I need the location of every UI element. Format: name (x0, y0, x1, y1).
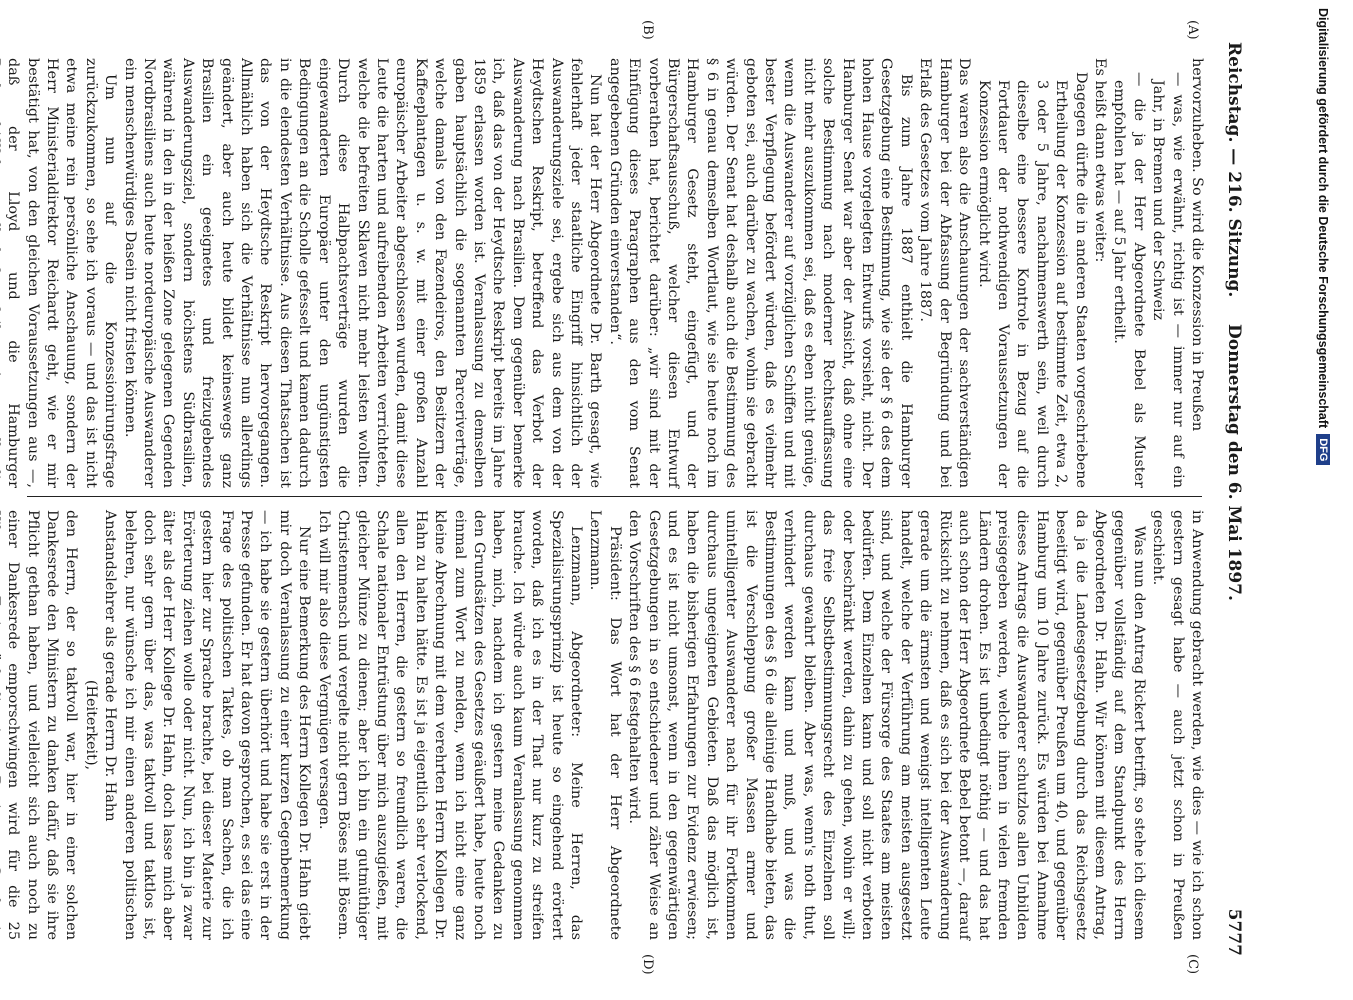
stage-direction: (Heiterkeit), (82, 679, 99, 771)
paragraph: in Anwendung gebracht werden, wie dies — wie ich schon gestern gesagt habe — auch jetzt schon in Preußen geschieht. (1150, 510, 1205, 940)
column-divider (27, 496, 1202, 497)
digitization-credit-text: Digitalisierung gefördert durch die Deutsche Forschungsgemeinschaft (1316, 8, 1330, 429)
speaker-paragraph: Präsident: Das Wort hat der Herr Abgeordnete Lenzmann. (587, 510, 623, 940)
header-title: Reichstag. — 216. Sitzung. (1224, 42, 1244, 298)
paragraph: hervorzuheben. So wird die Konzession in Preußen (1189, 58, 1205, 432)
paragraph: — die ja der Herr Abgeordnete Bebel als Muster empfohlen hat — auf 5 Jahr ertheilt. (1111, 72, 1147, 488)
page-header (1214, 24, 1250, 974)
margin-marker-b: (B) (640, 20, 655, 40)
margin-marker-d: (D) (640, 954, 655, 975)
paragraph: Was nun den Antrag Rickert betrifft, so stehe ich diesem gegenüber vollständig auf dem Standpunkt des Herrn Abgeordneten Dr. Hahn. Wir können mit diesem Antrag, da ja die Landesgesetzgebung durch das Reichsgesetz beseitigt wird, gegenüber Preußen um 40, und gegenüber Hamburg um 10 Jahre zurück. Es würden bei Annahme dieses Antrags die Auswanderer schutzlos allen Unbilden preisgegeben werden, welche ihnen in vielen fremden Ländern drohen. Es ist unbedingt nöthig — und das hat auch schon der Herr Abgeordnete Bebel betont —, darauf Rücksicht zu nehmen, daß es sich bei der Auswanderung gerade um die ärmsten und wenigst intelligenten Leute handelt, welche der Verführung am meisten ausgesetzt sind, und welche der Fürsorge des Staates am meisten bedürfen. Dem Einzelnen kann und soll nicht verboten oder beschränkt werden, dahin zu gehen, wohin er will; das freie Selbstbestimmungsrecht des Einzelnen soll durchaus gewahrt bleiben. Aber was, wenn's noth thut, verhindert werden kann und muß, und was die Bestimmungen des § 6 die alleinige Handhabe bieten, das ist die Verschleppung großer Massen armer und unintelligenter Auswanderer nach für ihr Fortkommen durchaus ungeeigneten Gebieten. Daß das möglich ist, haben die bisherigen Erfahrungen zur Evidenz erwiesen; und es ist nicht umsonst, wenn in den gegenwärtigen Gesetzgebungen in so entschiedener und zäher Weise an den Vorschriften des § 6 festgehalten wird. (626, 510, 1147, 940)
left-text-column (5, 58, 1206, 488)
speaker-paragraph: Lenzmann, Abgeordneter: Meine Herren, das Spezialisirungsprinzip ist heute so eingehend erörtert worden, daß ich es in der That nur kurz zu streifen brauche. Ich würde auch kaum Veranlassung genommen haben, mich, nachdem ich gestern meine Gedanken zu den Grundsätzen des Gesetzes geäußert habe, heute noch einmal zum Wort zu melden, wenn ich nicht eine ganz kleine Abrechnung mit dem verehrten Herrn Kollegen Dr. Hahn zu halten hätte. Es ist ja eigentlich sehr verlockend, allen den Herren, die gestern so freundlich waren, die Schale nationaler Entrüstung über mich auszugießen, mit gleicher Münze zu dienen; aber ich bin ein gutmüthiger Christenmensch und vergelte nicht gern Böses mit Bösem. Ich will mir also diese Vergnügen versagen. (315, 510, 584, 940)
paragraph: Nur eine Bemerkung des Herrn Kollegen Dr. Hahn giebt mir doch Veranlassung zu einer kurzen Gegenbemerkung — ich habe sie gestern überhört und habe sie erst in der Presse gefunden. Er hat davon gesprochen, es sei das eine Frage des politischen Taktes, ob man Sachen, die ich gestern hier zur Sprache brachte, bei dieser Materie zur Erörterung ziehen wolle oder nicht. Nun, ich bin ja zwar älter als der Herr Kollege Dr. Hahn, doch lasse mich aber doch sehr gern über das, was taktvoll und taktlos ist, belehren, nur wünsche ich mir einen anderen politischen Anstandslehrer als gerade Herrn Dr. Hahn (102, 510, 313, 940)
paragraph: — was, wie erwähnt, richtig ist — immer nur auf ein Jahr, in Bremen und der Schweiz (1150, 72, 1186, 488)
quoted-paragraph: Dagegen dürfte die in anderen Staaten vorgeschriebene Ertheilung der Konzession auf bestimmte Zeit, etwa 2, 3 oder 5 Jahre, nachahmenswerth sein, weil durch dieselbe eine bessere Kontrole in Bezug auf die Fortdauer der nothwendigen Voraussetzungen der Konzession ermöglicht wird. (975, 72, 1089, 488)
header-date: Donnerstag den 6. Mai 1897. (1224, 324, 1244, 601)
paragraph: Es heißt dann etwas weiter: (1091, 58, 1108, 263)
right-text-column (5, 510, 1206, 940)
margin-marker-a: (A) (1185, 20, 1200, 40)
paragraph: Nun hat der Herr Abgeordnete Dr. Barth gesagt, wie fehlerhaft jeder staatliche Eingriff hinsichtlich der Auswanderungsziele sei, ergebe sich aus dem von der Heydtschen Reskript, betreffend das Verbot der Auswanderung nach Brasilien. Dem gegenüber bemerke ich, daß das von der Heydtsche Reskript bereits im Jahre 1859 erlassen worden ist. Veranlassung zu demselben gaben hauptsächlich die sogenannten Parceriverträge, welche damals von den Fazendeiros, den Besitzern der Kaffeeplantagen u. s. w. mit einer großen Anzahl europäischer Arbeiter abgeschlossen wurden, damit diese Leute die harten und aufreibenden Arbeiten verrichteten, welche die befreiten Sklaven nicht mehr leisten wollten. Durch diese Halbpachtsverträge wurden die eingewanderten Europäer unter den ungünstigsten Bedingungen an die Scholle gefesselt und kamen dadurch in die elendesten Verhältnisse. Aus diesen Thatsachen ist das von der Heydtsche Reskript hervorgegangen. Allmählich haben sich die Verhältnisse nun allerdings geändert, aber auch heute bildet keineswegs ganz Brasilien ein geeignetes und freizugebendes Auswanderungsziel, sondern höchstens Südbrasilien, während in den in der heißen Zone gelegenen Gegenden Nordbrasiliens auch heute nordeuropäische Auswanderer ein menschenwürdiges Dasein nicht fristen können. (121, 58, 604, 488)
paragraph: Um nun auf die Konzessionirungsfrage zurückzukommen, so sehe ich voraus — und das ist nicht etwa meine rein persönliche Anschauung, sondern der Herr Ministerialdirektor Reichardt geht, wie er mir bestätigt hat, von den gleichen Voraussetzungen aus —, daß der Lloyd und die Hamburger (5, 58, 119, 488)
dfg-logo: DFG (1316, 434, 1330, 465)
paragraph: Das waren also die Anschauungen der sachverständigen Hamburger bei der Abfassung der Begründung und bei Erlaß des Gesetzes vom Jahre 1887. (917, 58, 973, 488)
digitization-credit (1303, 8, 1343, 988)
paragraph: den Herrn, der so taktvoll war, hier in einer solchen Dankesrede den Ministern zu danken dafür, daß sie ihre Pflicht gethan haben, und vielleicht sich auch noch zu einer Dankesrede emporschwingen wird für die 25 (5, 510, 80, 940)
paragraph: Bis zum Jahre 1887 enthielt die Hamburger Gesetzgebung eine Bestimmung, wie sie der § 6 des dem hohen Hause vorgelegten Entwurfs vorsieht, nicht. Der Hamburger Senat war aber der Ansicht, daß ohne eine solche Bestimmung nach moderner Rechtsauffassung nicht mehr auszukommen sei, daß es eben nicht genüge, wenn die Auswanderer auf vorzüglichen Schiffen und mit bester Verpflegung befördert würden, daß es vielmehr geboten sei, auch darüber zu wachen, wohin sie gebracht würden. Der Senat hat deshalb auch die Bestimmung des § 6 in genau demselben Wortlaut, wie sie heute noch im Hamburger Gesetz steht, eingefügt, und der Bürgerschaftsausschuß, welcher diesen Entwurf vorberathen hat, berichtet darüber: „wir sind mit der Einfügung dieses Paragraphen aus den vom Senat angegebenen Gründen einverstanden“. (606, 58, 914, 488)
page-number: 5777 (1224, 908, 1244, 956)
margin-marker-c: (C) (1185, 954, 1200, 975)
